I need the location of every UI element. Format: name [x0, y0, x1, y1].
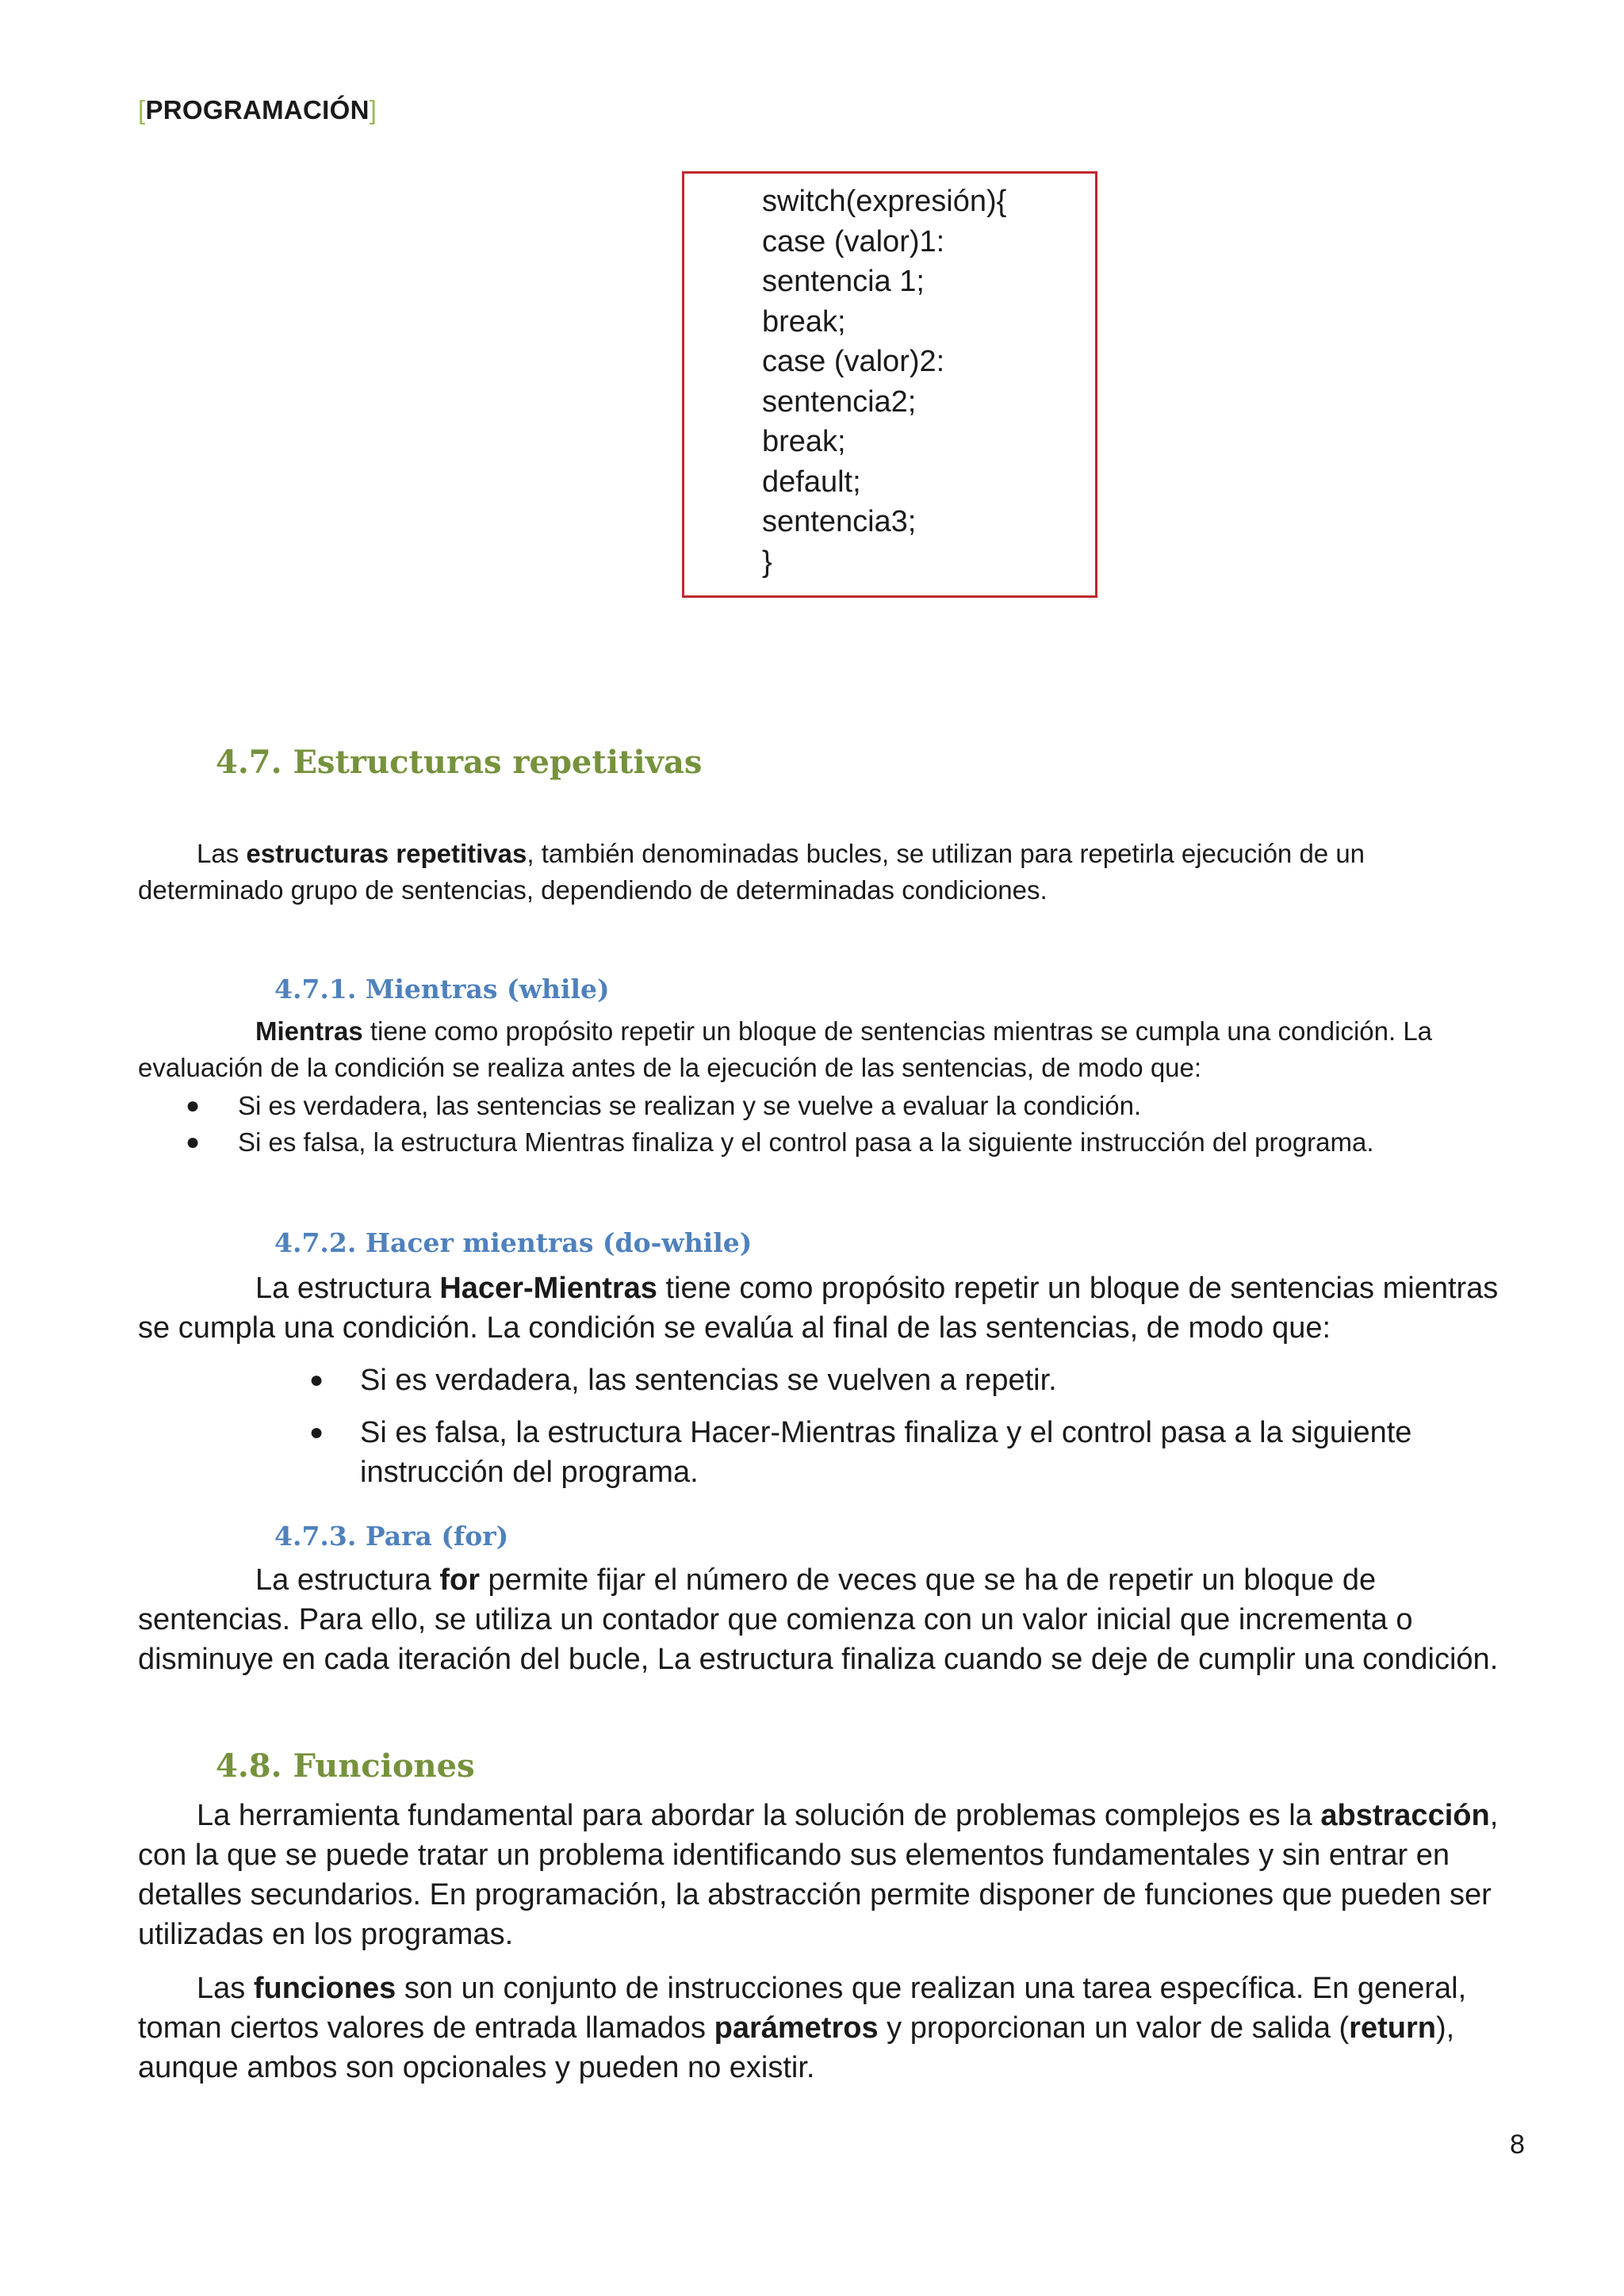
- list-item: ● Si es falsa, la estructura Mientras finaliza y el control pasa a la siguiente instrucción del programa.: [186, 1124, 1534, 1161]
- bullet-list-4-7-1: [186, 1088, 1534, 1161]
- heading-4-8: 4.8. Funciones: [216, 1747, 475, 1785]
- code-line: break;: [762, 304, 846, 339]
- paragraph-4-8-2: Las funciones son un conjunto de instrucciones que realizan una tarea específica. En general, toman ciertos valores de entrada llamados parámetros y proporcionan un valor de salida (return), aunque ambos son opcionales y pueden no existir.: [138, 1972, 1467, 2084]
- heading-4-7-1: 4.7.1. Mientras (while): [274, 974, 610, 1004]
- header-title: PROGRAMACIÓN: [145, 95, 370, 124]
- code-line: sentencia 1;: [762, 265, 925, 298]
- code-line: default;: [762, 465, 861, 499]
- list-item: ● Si es falsa, la estructura Hacer-Mientras finaliza y el control pasa a la siguiente instrucción del programa.: [309, 1413, 1451, 1492]
- heading-4-7: 4.7. Estructuras repetitivas: [216, 744, 703, 781]
- bullet-icon: ●: [309, 1419, 324, 1445]
- bullet-list-4-7-2: [309, 1360, 1451, 1492]
- paragraph-4-7-3: La estructura for permite fijar el número de veces que se ha de repetir un bloque de sentencias. Para ello, se utiliza un contador que comienza con un valor inicial que incrementa o disminuye en cada iteración del bucle, La estructura finaliza cuando se deje de cumplir una condición.: [138, 1563, 1499, 1676]
- heading-4-7-3: 4.7.3. Para (for): [274, 1521, 509, 1552]
- paragraph-4-8-1: La herramienta fundamental para abordar la solución de problemas complejos es la abstracción, con la que se puede tratar un problema identificando sus elementos fundamentales y sin entrar en detalles secundarios. En programación, la abstracción permite disponer de funciones que pueden ser utilizadas en los programas.: [138, 1799, 1499, 1951]
- code-line: }: [762, 545, 772, 579]
- heading-4-7-2: 4.7.2. Hacer mientras (do-while): [274, 1227, 753, 1258]
- bullet-icon: ●: [186, 1093, 201, 1119]
- code-line: sentencia2;: [762, 385, 917, 419]
- running-header: [138, 95, 377, 125]
- code-line: switch(expresión){: [762, 185, 1007, 218]
- paragraph-4-7-intro: Las estructuras repetitivas, también denominadas bucles, se utilizan para repetirla ejecución de un determinado grupo de sentencias, dependiendo de determinadas condiciones.: [138, 839, 1365, 905]
- paragraph-4-7-1: Mientras tiene como propósito repetir un bloque de sentencias mientras se cumpla una condición. La evaluación de la condición se realiza antes de la ejecución de las sentencias, de modo que:: [138, 1016, 1433, 1082]
- code-line: sentencia3;: [762, 505, 917, 538]
- switch-code-box: [682, 171, 1097, 598]
- list-item: ● Si es verdadera, las sentencias se vuelven a repetir.: [309, 1360, 1451, 1400]
- list-item: ● Si es verdadera, las sentencias se realizan y se vuelve a evaluar la condición.: [186, 1088, 1534, 1124]
- page-number: 8: [1510, 2130, 1525, 2160]
- bullet-icon: ●: [186, 1129, 201, 1155]
- code-line: break;: [762, 425, 846, 458]
- paragraph-4-7-2: La estructura Hacer-Mientras tiene como propósito repetir un bloque de sentencias mientras se cumpla una condición. La condición se evalúa al final de las sentencias, de modo que:: [138, 1272, 1499, 1345]
- header-bracket-close: ]: [369, 95, 377, 124]
- code-line: case (valor)2:: [762, 345, 945, 378]
- header-bracket-open: [: [138, 95, 146, 124]
- code-line: case (valor)1:: [762, 224, 945, 258]
- bullet-icon: ●: [309, 1367, 324, 1393]
